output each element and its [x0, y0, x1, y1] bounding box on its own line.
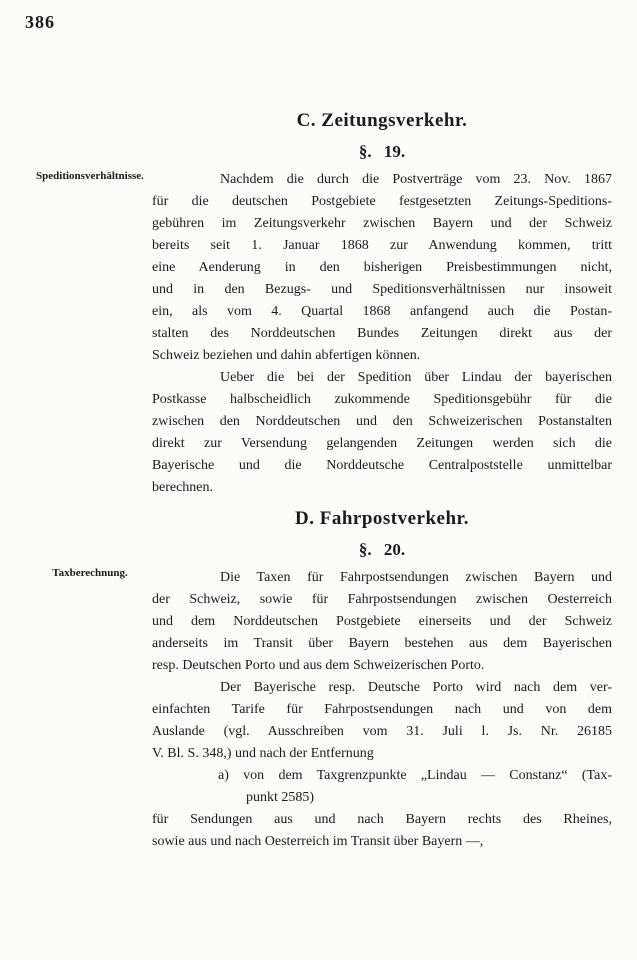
- text-line: Der Bayerische resp. Deutsche Porto wird nach dem ver-: [220, 680, 612, 695]
- text-line: gebühren im Zeitungsverkehr zwischen Bayern und der Schweiz: [152, 216, 612, 231]
- text-line: Schweiz beziehen und dahin abfertigen können.: [152, 348, 421, 363]
- text-line: für Sendungen aus und nach Bayern rechts des Rheines,: [152, 812, 612, 827]
- text-line: Nachdem die durch die Postverträge vom 23. Nov. 1867: [220, 172, 612, 187]
- text-line: stalten des Norddeutschen Bundes Zeitungen direkt aus der: [152, 326, 612, 341]
- text-line: anderseits im Transit über Bayern bestehen aus dem Bayerischen: [152, 636, 612, 651]
- text-line: berechnen.: [152, 480, 214, 495]
- text-line: sowie aus und nach Oesterreich im Transit über Bayern —,: [152, 834, 484, 849]
- text-line: bereits seit 1. Januar 1868 zur Anwendung kommen, tritt: [152, 238, 612, 253]
- text-line: ein, als vom 4. Quartal 1868 anfangend auch die Postan-: [152, 304, 612, 319]
- text-line: und dem Norddeutschen Postgebiete einerseits und der Schweiz: [152, 614, 612, 629]
- text-line: der Schweiz, sowie für Fahrpostsendungen zwischen Oesterreich: [152, 592, 612, 607]
- text-line: für die deutschen Postgebiete festgesetzten Zeitungs-Speditions-: [152, 194, 612, 209]
- text-line: Auslande (vgl. Ausschreiben vom 31. Juli l. Js. Nr. 26185: [152, 724, 612, 739]
- section-d-heading: D. Fahrpostverkehr.: [295, 508, 469, 529]
- margin-note-speditionsverhaeltnisse: Speditionsverhältnisse.: [36, 170, 144, 182]
- section-c-paragraph-mark: §. 19.: [358, 142, 406, 161]
- section-c-heading: C. Zeitungsverkehr.: [296, 110, 468, 131]
- text-column: [152, 0, 612, 853]
- text-line: Postkasse halbscheidlich zukommende Speditionsgebühr für die: [152, 392, 612, 407]
- list-item-a: [152, 765, 612, 809]
- text-line: a) von dem Taxgrenzpunkte „Lindau — Constanz“ (Tax-: [218, 768, 612, 783]
- text-line: Ueber die bei der Spedition über Lindau der bayerischen: [220, 370, 612, 385]
- section-d-paragraph-mark: §. 20.: [358, 540, 406, 559]
- text-line: punkt 2585): [246, 790, 315, 805]
- text-line: einfachten Tarife für Fahrpostsendungen nach und von dem: [152, 702, 612, 717]
- text-line: Bayerische und die Norddeutsche Centralpoststelle unmittelbar: [152, 458, 612, 473]
- text-line: V. Bl. S. 348,) und nach der Entfernung: [152, 746, 374, 761]
- page-number: 386: [25, 12, 55, 32]
- text-line: eine Aenderung in den bisherigen Preisbestimmungen nicht,: [152, 260, 612, 275]
- text-line: resp. Deutschen Porto und aus dem Schweizerischen Porto.: [152, 658, 485, 673]
- paragraph: [152, 677, 612, 765]
- text-line: und in den Bezugs- und Speditionsverhältnissen nur insoweit: [152, 282, 612, 297]
- text-line: Die Taxen für Fahrpostsendungen zwischen Bayern und: [220, 570, 612, 585]
- paragraph: [152, 169, 612, 367]
- text-line: direkt zur Versendung gelangenden Zeitungen werden sich die: [152, 436, 612, 451]
- margin-note-taxberechnung: Taxberechnung.: [52, 567, 128, 579]
- paragraph: [152, 367, 612, 499]
- paragraph: [152, 809, 612, 853]
- text-line: zwischen den Norddeutschen und den Schweizerischen Postanstalten: [152, 414, 612, 429]
- paragraph: [152, 567, 612, 677]
